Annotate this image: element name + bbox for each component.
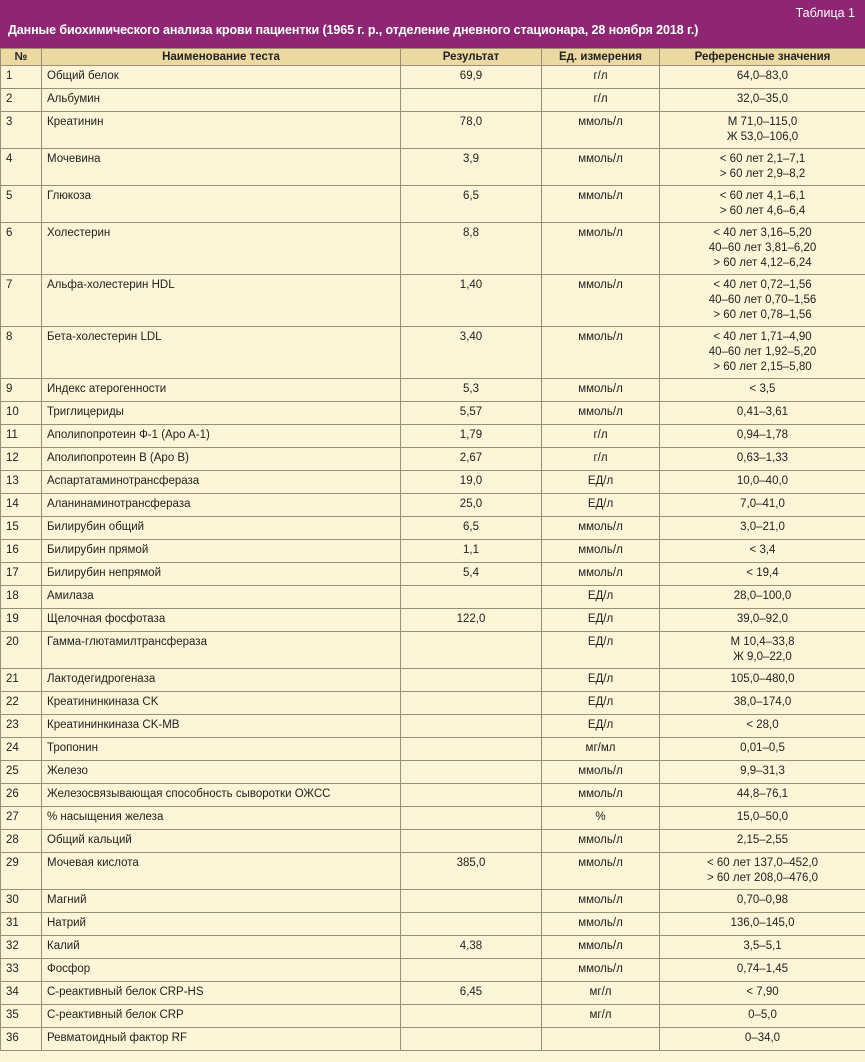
reference-values: [660, 223, 865, 275]
test-name: Щелочная фосфотаза: [42, 609, 401, 632]
table-row: [1, 448, 865, 471]
reference-value-line: 40–60 лет 0,70–1,56: [708, 294, 817, 306]
test-result: 1,1: [401, 540, 542, 563]
table-row: [1, 669, 865, 692]
test-name: Холестерин: [42, 223, 401, 275]
reference-value-line: > 60 лет 2,15–5,80: [713, 361, 812, 373]
table-row: [1, 586, 865, 609]
test-unit: ЕД/л: [542, 471, 660, 494]
test-result: 25,0: [401, 494, 542, 517]
test-name: Индекс атерогенности: [42, 379, 401, 402]
test-name: Аланинаминотрансфераза: [42, 494, 401, 517]
row-number: 11: [1, 425, 42, 448]
test-unit: ммоль/л: [542, 186, 660, 223]
table-row: [1, 563, 865, 586]
test-result: 5,57: [401, 402, 542, 425]
table-title-bar: [0, 0, 865, 48]
reference-values: [660, 112, 865, 149]
test-result: 6,5: [401, 517, 542, 540]
row-number: 19: [1, 609, 42, 632]
table-row: [1, 890, 865, 913]
row-number: 16: [1, 540, 42, 563]
reference-value-line: 0,74–1,45: [736, 963, 789, 975]
test-unit: ЕД/л: [542, 632, 660, 669]
reference-value-line: > 60 лет 2,9–8,2: [719, 168, 806, 180]
test-unit: ЕД/л: [542, 609, 660, 632]
reference-value-line: 0,41–3,61: [736, 406, 789, 418]
reference-value-line: 9,9–31,3: [740, 765, 785, 777]
test-name: Мочевина: [42, 149, 401, 186]
table-header-row: [1, 49, 865, 66]
test-name: Креатининкиназа CK-MB: [42, 715, 401, 738]
table-row: [1, 913, 865, 936]
test-name: Амилаза: [42, 586, 401, 609]
reference-values: [660, 761, 865, 784]
reference-values: [660, 715, 865, 738]
reference-values: [660, 379, 865, 402]
row-number: 25: [1, 761, 42, 784]
test-unit: ЕД/л: [542, 586, 660, 609]
table-row: [1, 715, 865, 738]
reference-value-line: 0,63–1,33: [736, 452, 789, 464]
test-unit: ммоль/л: [542, 327, 660, 379]
row-number: 22: [1, 692, 42, 715]
row-number: 7: [1, 275, 42, 327]
reference-value-line: Ж 53,0–106,0: [726, 131, 799, 143]
test-name: Бета-холестерин LDL: [42, 327, 401, 379]
test-result: 3,40: [401, 327, 542, 379]
test-result: [401, 738, 542, 761]
test-result: [401, 807, 542, 830]
reference-values: [660, 494, 865, 517]
test-unit: ммоль/л: [542, 517, 660, 540]
reference-value-line: 64,0–83,0: [736, 70, 789, 82]
test-unit: ммоль/л: [542, 112, 660, 149]
reference-value-line: < 3,5: [749, 383, 776, 395]
row-number: 27: [1, 807, 42, 830]
test-name: Железо: [42, 761, 401, 784]
row-number: 13: [1, 471, 42, 494]
reference-values: [660, 853, 865, 890]
table-body: [1, 66, 865, 1051]
test-unit: ЕД/л: [542, 692, 660, 715]
reference-value-line: 3,0–21,0: [740, 521, 785, 533]
table-row: [1, 1028, 865, 1051]
test-name: Аспартатаминотрансфераза: [42, 471, 401, 494]
test-name: Ревматоидный фактор RF: [42, 1028, 401, 1051]
table-row: [1, 738, 865, 761]
test-result: 6,5: [401, 186, 542, 223]
test-unit: г/л: [542, 448, 660, 471]
reference-values: [660, 913, 865, 936]
row-number: 2: [1, 89, 42, 112]
test-result: 1,40: [401, 275, 542, 327]
row-number: 30: [1, 890, 42, 913]
test-unit: ммоль/л: [542, 379, 660, 402]
reference-value-line: 38,0–174,0: [733, 696, 792, 708]
test-unit: мг/л: [542, 982, 660, 1005]
row-number: 3: [1, 112, 42, 149]
test-unit: ЕД/л: [542, 494, 660, 517]
reference-value-line: 3,5–5,1: [743, 940, 782, 952]
reference-values: [660, 186, 865, 223]
reference-values: [660, 327, 865, 379]
test-unit: мг/л: [542, 1005, 660, 1028]
reference-values: [660, 936, 865, 959]
table-row: [1, 982, 865, 1005]
reference-value-line: 7,0–41,0: [740, 498, 785, 510]
test-name: Лактодегидрогеназа: [42, 669, 401, 692]
reference-values: [660, 540, 865, 563]
test-unit: ммоль/л: [542, 402, 660, 425]
table-row: [1, 186, 865, 223]
row-number: 20: [1, 632, 42, 669]
reference-value-line: 32,0–35,0: [736, 93, 789, 105]
table-row: [1, 540, 865, 563]
table-row: [1, 149, 865, 186]
table-row: [1, 471, 865, 494]
reference-values: [660, 448, 865, 471]
test-result: [401, 1028, 542, 1051]
reference-value-line: 0,70–0,98: [736, 894, 789, 906]
reference-values: [660, 471, 865, 494]
row-number: 14: [1, 494, 42, 517]
test-name: Билирубин прямой: [42, 540, 401, 563]
test-name: Альфа-холестерин HDL: [42, 275, 401, 327]
test-result: [401, 761, 542, 784]
row-number: 23: [1, 715, 42, 738]
table-row: [1, 494, 865, 517]
reference-value-line: 105,0–480,0: [730, 673, 795, 685]
reference-values: [660, 784, 865, 807]
table-row: [1, 275, 865, 327]
row-number: 21: [1, 669, 42, 692]
row-number: 9: [1, 379, 42, 402]
reference-value-line: Ж 9,0–22,0: [733, 651, 792, 663]
test-unit: ммоль/л: [542, 890, 660, 913]
test-result: 5,3: [401, 379, 542, 402]
test-unit: г/л: [542, 89, 660, 112]
reference-values: [660, 89, 865, 112]
reference-value-line: < 40 лет 3,16–5,20: [713, 227, 812, 239]
column-header-test-name: Наименование теста: [42, 49, 401, 66]
table-row: [1, 959, 865, 982]
row-number: 29: [1, 853, 42, 890]
reference-values: [660, 402, 865, 425]
reference-value-line: 0,01–0,5: [740, 742, 785, 754]
test-name: Креатининкиназа CK: [42, 692, 401, 715]
reference-value-line: М 71,0–115,0: [727, 116, 798, 128]
table-row: [1, 112, 865, 149]
test-name: Глюкоза: [42, 186, 401, 223]
row-number: 32: [1, 936, 42, 959]
reference-values: [660, 66, 865, 89]
reference-values: [660, 982, 865, 1005]
row-number: 33: [1, 959, 42, 982]
test-name: Общий кальций: [42, 830, 401, 853]
table-label: Таблица 1: [795, 6, 855, 20]
column-header-unit: Ед. измерения: [542, 49, 660, 66]
reference-value-line: > 60 лет 4,12–6,24: [713, 257, 812, 269]
reference-value-line: 44,8–76,1: [736, 788, 789, 800]
test-result: [401, 669, 542, 692]
reference-values: [660, 632, 865, 669]
row-number: 17: [1, 563, 42, 586]
row-number: 35: [1, 1005, 42, 1028]
table-row: [1, 517, 865, 540]
test-name: Аполипопротеин Ф-1 (Apo A-1): [42, 425, 401, 448]
reference-values: [660, 959, 865, 982]
reference-value-line: 28,0–100,0: [733, 590, 792, 602]
reference-values: [660, 609, 865, 632]
test-result: [401, 692, 542, 715]
table-row: [1, 1005, 865, 1028]
table-row: [1, 66, 865, 89]
test-unit: %: [542, 807, 660, 830]
reference-values: [660, 890, 865, 913]
table-row: [1, 327, 865, 379]
test-result: [401, 586, 542, 609]
reference-values: [660, 275, 865, 327]
test-unit: ммоль/л: [542, 275, 660, 327]
reference-values: [660, 738, 865, 761]
test-unit: ммоль/л: [542, 223, 660, 275]
test-name: Аполипопротеин В (Apo B): [42, 448, 401, 471]
test-unit: ммоль/л: [542, 149, 660, 186]
test-unit: ммоль/л: [542, 913, 660, 936]
reference-value-line: 40–60 лет 3,81–6,20: [708, 242, 817, 254]
reference-value-line: < 40 лет 0,72–1,56: [713, 279, 812, 291]
reference-value-line: < 3,4: [749, 544, 776, 556]
row-number: 28: [1, 830, 42, 853]
row-number: 5: [1, 186, 42, 223]
test-result: 385,0: [401, 853, 542, 890]
reference-value-line: 15,0–50,0: [736, 811, 789, 823]
reference-values: [660, 1028, 865, 1051]
reference-values: [660, 425, 865, 448]
row-number: 36: [1, 1028, 42, 1051]
reference-value-line: > 60 лет 4,6–6,4: [719, 205, 806, 217]
test-unit: ЕД/л: [542, 715, 660, 738]
test-name: Триглицериды: [42, 402, 401, 425]
test-name: С-реактивный белок CRP-HS: [42, 982, 401, 1005]
test-name: Общий белок: [42, 66, 401, 89]
table-row: [1, 761, 865, 784]
reference-value-line: М 10,4–33,8: [730, 636, 795, 648]
row-number: 10: [1, 402, 42, 425]
test-name: Мочевая кислота: [42, 853, 401, 890]
reference-value-line: < 60 лет 4,1–6,1: [719, 190, 806, 202]
test-result: 3,9: [401, 149, 542, 186]
reference-value-line: 40–60 лет 1,92–5,20: [708, 346, 817, 358]
reference-values: [660, 807, 865, 830]
test-unit: ммоль/л: [542, 761, 660, 784]
reference-value-line: < 7,90: [746, 986, 779, 998]
test-unit: ЕД/л: [542, 669, 660, 692]
test-result: [401, 632, 542, 669]
row-number: 8: [1, 327, 42, 379]
reference-value-line: 0,94–1,78: [736, 429, 789, 441]
test-unit: ммоль/л: [542, 936, 660, 959]
reference-values: [660, 563, 865, 586]
table-title: Данные биохимического анализа крови пациентки (1965 г. р., отделение дневного стационара, 28 ноября 2018 г.): [8, 23, 699, 37]
table-row: [1, 632, 865, 669]
column-header-result: Результат: [401, 49, 542, 66]
column-header-reference: Референсные значения: [660, 49, 865, 66]
test-result: 69,9: [401, 66, 542, 89]
reference-value-line: > 60 лет 0,78–1,56: [713, 309, 812, 321]
test-result: 122,0: [401, 609, 542, 632]
reference-values: [660, 586, 865, 609]
reference-value-line: 39,0–92,0: [736, 613, 789, 625]
test-unit: ммоль/л: [542, 540, 660, 563]
test-name: Тропонин: [42, 738, 401, 761]
table-row: [1, 784, 865, 807]
column-header-number: №: [1, 49, 42, 66]
test-unit: ммоль/л: [542, 784, 660, 807]
test-result: 19,0: [401, 471, 542, 494]
reference-values: [660, 830, 865, 853]
table-row: [1, 425, 865, 448]
reference-value-line: < 19,4: [746, 567, 779, 579]
reference-value-line: < 60 лет 137,0–452,0: [706, 857, 819, 869]
test-unit: г/л: [542, 425, 660, 448]
test-name: Билирубин общий: [42, 517, 401, 540]
table-row: [1, 807, 865, 830]
test-unit: ммоль/л: [542, 853, 660, 890]
reference-value-line: 0–5,0: [748, 1009, 777, 1021]
test-unit: г/л: [542, 66, 660, 89]
row-number: 26: [1, 784, 42, 807]
reference-value-line: 0–34,0: [744, 1032, 781, 1044]
test-unit: ммоль/л: [542, 563, 660, 586]
table-row: [1, 379, 865, 402]
reference-values: [660, 1005, 865, 1028]
reference-values: [660, 149, 865, 186]
test-result: [401, 1005, 542, 1028]
test-result: 8,8: [401, 223, 542, 275]
test-result: 1,79: [401, 425, 542, 448]
test-result: 2,67: [401, 448, 542, 471]
test-result: 5,4: [401, 563, 542, 586]
lab-results-table: [0, 48, 865, 1051]
test-result: [401, 913, 542, 936]
test-unit: ммоль/л: [542, 830, 660, 853]
row-number: 12: [1, 448, 42, 471]
test-result: [401, 890, 542, 913]
row-number: 4: [1, 149, 42, 186]
test-result: [401, 89, 542, 112]
reference-value-line: < 40 лет 1,71–4,90: [713, 331, 812, 343]
table-row: [1, 89, 865, 112]
table-row: [1, 402, 865, 425]
table-row: [1, 609, 865, 632]
reference-values: [660, 517, 865, 540]
test-unit: ммоль/л: [542, 959, 660, 982]
reference-values: [660, 692, 865, 715]
test-result: 6,45: [401, 982, 542, 1005]
test-result: 4,38: [401, 936, 542, 959]
test-name: Калий: [42, 936, 401, 959]
row-number: 18: [1, 586, 42, 609]
test-name: Фосфор: [42, 959, 401, 982]
row-number: 1: [1, 66, 42, 89]
test-result: [401, 830, 542, 853]
test-name: Билирубин непрямой: [42, 563, 401, 586]
reference-value-line: 2,15–2,55: [736, 834, 789, 846]
test-name: Альбумин: [42, 89, 401, 112]
row-number: 24: [1, 738, 42, 761]
reference-value-line: < 60 лет 2,1–7,1: [719, 153, 806, 165]
table-row: [1, 853, 865, 890]
test-name: Железосвязывающая способность сыворотки ОЖСС: [42, 784, 401, 807]
test-name: Натрий: [42, 913, 401, 936]
reference-value-line: > 60 лет 208,0–476,0: [706, 872, 819, 884]
reference-value-line: 136,0–145,0: [730, 917, 795, 929]
test-name: Магний: [42, 890, 401, 913]
reference-values: [660, 669, 865, 692]
test-name: Креатинин: [42, 112, 401, 149]
test-result: [401, 715, 542, 738]
test-name: % насыщения железа: [42, 807, 401, 830]
row-number: 6: [1, 223, 42, 275]
test-result: 78,0: [401, 112, 542, 149]
reference-value-line: 10,0–40,0: [736, 475, 789, 487]
row-number: 31: [1, 913, 42, 936]
test-result: [401, 959, 542, 982]
table-row: [1, 830, 865, 853]
row-number: 15: [1, 517, 42, 540]
reference-value-line: < 28,0: [746, 719, 779, 731]
test-result: [401, 784, 542, 807]
table-row: [1, 223, 865, 275]
table-row: [1, 936, 865, 959]
test-unit: мг/мл: [542, 738, 660, 761]
test-name: Гамма-глютамилтрансфераза: [42, 632, 401, 669]
test-unit: [542, 1028, 660, 1051]
test-name: С-реактивный белок CRP: [42, 1005, 401, 1028]
row-number: 34: [1, 982, 42, 1005]
table-row: [1, 692, 865, 715]
